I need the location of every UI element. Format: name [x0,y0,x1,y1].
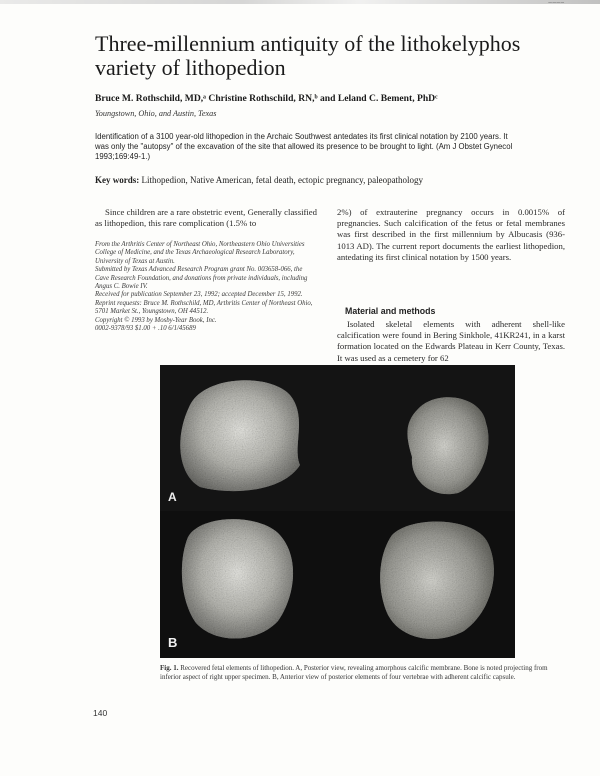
corner-mark: ~~~~ [548,0,565,7]
right-column-intro: 2%) of extrauterine pregnancy occurs in 0.0015% of pregnancies. Such calcification of the fetus or fetal membranes was first described in the first millennium by Albucasis (936-1013 AD). The current report documents the earliest lithopedion, antedating its first clinical notation by 1500 years. [337,207,565,262]
methods-paragraph: Isolated skeletal elements with adherent shell-like calcification were found in Bering Sinkhole, 41KR241, in a karst formation located on the Edwards Plateau in Kerr County, Texas. It was used as a cemetery for 62 [337,319,565,363]
figure-photograph [160,365,515,658]
left-column-body: Since children are a rare obstetric event, Generally classified as lithopedion, this rare complication (1.5% to [95,207,317,229]
panel-a-label: A [168,490,177,504]
article-affiliation: Youngstown, Ohio, and Austin, Texas [95,109,217,118]
footnote: Submitted by Texas Advanced Research Program grant No. 003658-066, the Cave Research Foundation, and donations from private individuals, including Angus C. Bowie IV. [95,266,308,291]
scan-top-edge [0,0,600,4]
specimen-a-left [180,380,300,491]
footnote: Reprint requests: Bruce M. Rothschild, MD, Arthritis Center of Northeast Ohio, 5701 Market St., Youngstown, OH 44512. [95,299,313,316]
figure-caption-label: Fig. 1. [160,664,179,672]
section-heading-methods: Material and methods [345,306,436,316]
keywords-text: Lithopedion, Native American, fetal death, ectopic pregnancy, paleopathology [141,175,424,185]
footnote: From the Arthritis Center of Northeast Ohio, Northeastern Ohio Universities College of Medicine, and the Texas Archaeological Research Laboratory, University of Texas at Austin. [95,241,305,265]
keywords-label: Key words: [95,175,140,185]
page-number: 140 [93,708,108,718]
abstract: Identification of a 3100 year-old lithopedion in the Archaic Southwest antedates its first clinical notation by 2100 years. It was only the "autopsy" of the excavation of the site that allowed its presence to be brought to light. (Am J Obstet Gynecol 1993;169:49-1.) [95,132,513,161]
figure-caption [160,664,552,682]
footnote: 0002-9378/93 $1.00 + .10 6/1/45689 [95,325,196,333]
article-authors: Bruce M. Rothschild, MD,ᵃ Christine Rothschild, RN,ᵇ and Leland C. Bement, PhDᶜ [95,93,438,104]
footnotes [95,241,317,333]
footnote: Received for publication September 23, 1992; accepted December 15, 1992. [95,291,303,299]
keywords [95,175,565,185]
panel-b-label: B [168,635,178,650]
specimen-b-left [182,519,293,638]
figure-svg [160,365,515,658]
figure-caption-text: Recovered fetal elements of lithopedion. A, Posterior view, revealing amorphous calcific membrane. Bone is noted projecting from inferior aspect of right upper specimen. B, Anterior view of posterior elements of four vertebrae with adherent calcific capsule. [160,664,548,681]
footnote: Copyright © 1993 by Mosby-Year Book, Inc. [95,316,217,324]
article-title: Three-millennium antiquity of the lithokelyphos variety of lithopedion [95,31,521,80]
